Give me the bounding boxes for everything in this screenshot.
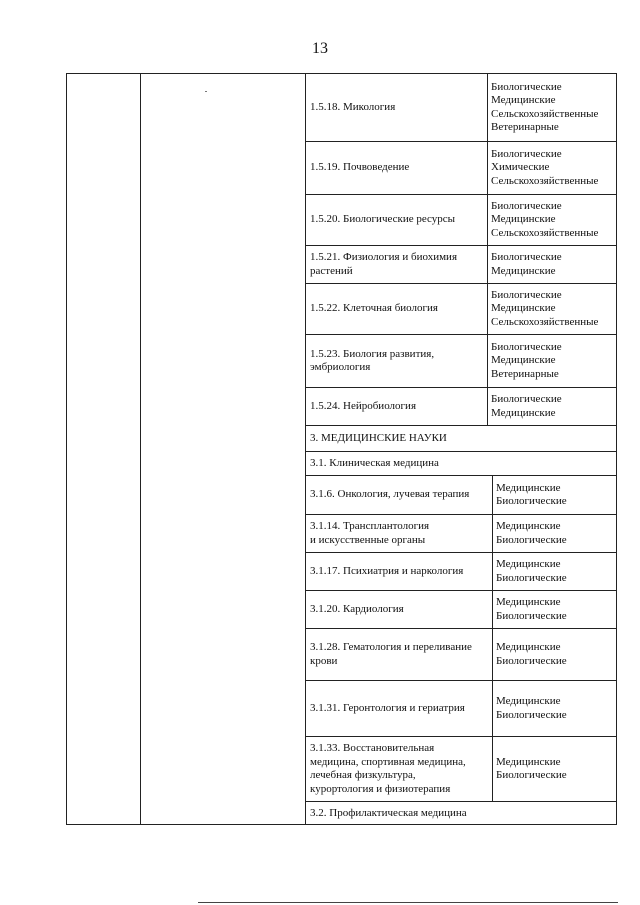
section-heading: 3.1. Клиническая медицина <box>310 456 439 469</box>
science-branch: Сельскохозяйственные <box>491 226 599 239</box>
science-branch: Медицинские <box>496 596 561 608</box>
specialty-cell <box>305 476 492 514</box>
science-branch: Биологические <box>496 708 567 721</box>
specialty-name-line: 3.1.33. Восстановительная <box>310 742 435 754</box>
science-branch: Биологические <box>491 393 562 405</box>
specialty-name-line: растений <box>310 264 353 277</box>
table-row <box>305 246 616 284</box>
specialty-cell <box>305 142 487 194</box>
specialty-name-line: 3.1.20. Кардиология <box>310 602 404 615</box>
table-row <box>305 284 616 335</box>
science-branch: Медицинские <box>491 406 556 419</box>
specialty-cell <box>305 515 492 552</box>
science-branches-cell <box>492 553 616 590</box>
science-branches-cell <box>492 515 616 552</box>
science-branches-cell <box>487 388 616 425</box>
science-branch: Медицинские <box>491 94 556 106</box>
table-row <box>305 142 616 195</box>
science-branches-cell <box>487 142 616 194</box>
section-heading: 3.2. Профилактическая медицина <box>310 807 467 820</box>
section-header-row <box>305 452 616 476</box>
science-branch: Сельскохозяйственные <box>491 174 599 187</box>
table-row <box>305 476 616 515</box>
science-branches-cell <box>492 476 616 514</box>
specialty-name-line: 1.5.19. Почвоведение <box>310 161 410 174</box>
science-branch: Биологические <box>491 80 562 93</box>
specialty-name-line: 1.5.22. Клеточная биология <box>310 302 438 315</box>
specialty-cell <box>305 737 492 801</box>
science-branch: Биологические <box>491 251 562 263</box>
science-branch: Сельскохозяйственные <box>491 107 599 120</box>
specialty-name-line: эмбриология <box>310 361 371 373</box>
science-branch: Медицинские <box>491 354 556 367</box>
science-branch: Биологические <box>496 533 567 546</box>
specialty-name-line: и искусственные органы <box>310 533 426 546</box>
specialty-cell <box>305 246 487 283</box>
specialty-name-line: 3.1.28. Гематология и переливание <box>310 641 472 653</box>
science-branches-cell <box>487 335 616 387</box>
specialty-cell <box>305 591 492 628</box>
specialty-cell <box>305 388 487 425</box>
bottom-rule <box>198 902 618 903</box>
table-row <box>305 195 616 246</box>
science-branch: Биологические <box>496 609 567 622</box>
specialty-name-line: 3.1.14. Трансплантология <box>310 520 430 532</box>
science-branches-cell <box>492 681 616 736</box>
science-branch: Медицинские <box>496 641 561 653</box>
specialty-name-line: 1.5.20. Биологические ресурсы <box>310 213 456 226</box>
table-row <box>305 388 616 426</box>
table-row <box>305 74 616 142</box>
page-number: 13 <box>312 40 328 57</box>
science-branch: Медицинские <box>491 302 556 315</box>
table-row <box>305 629 616 681</box>
specialty-name-line: 3.1.6. Онкология, лучевая терапия <box>310 488 470 501</box>
table-row <box>305 591 616 629</box>
specialty-cell <box>305 629 492 680</box>
science-branches-cell <box>487 195 616 245</box>
science-branch: Биологические <box>496 769 567 781</box>
table-row <box>305 515 616 553</box>
specialty-cell <box>305 195 487 245</box>
science-branch: Биологические <box>491 340 562 353</box>
specialty-name-line: 1.5.21. Физиология и биохимия <box>310 251 458 263</box>
table-row <box>305 737 616 802</box>
science-branch: Медицинские <box>496 755 561 768</box>
specialty-cell <box>305 681 492 736</box>
specialty-cell <box>305 553 492 590</box>
specialty-name-line: медицина, спортивная медицина, <box>310 755 466 768</box>
science-branch: Биологические <box>491 199 562 212</box>
science-branches-cell <box>487 74 616 141</box>
table-row <box>305 553 616 591</box>
science-branch: Биологические <box>496 571 567 584</box>
science-branch: Ветеринарные <box>491 367 559 380</box>
science-branch: Сельскохозяйственные <box>491 315 599 328</box>
science-branch: Медицинские <box>496 558 561 570</box>
section-header-row <box>305 426 616 452</box>
science-branch: Биологические <box>496 654 567 667</box>
table-row <box>305 335 616 388</box>
section-header-row <box>305 802 616 826</box>
specialty-cell <box>305 335 487 387</box>
science-branches-cell <box>487 246 616 283</box>
science-branch: Ветеринарные <box>491 121 559 133</box>
science-branches-cell <box>492 737 616 801</box>
science-branches-cell <box>492 629 616 680</box>
specialty-name-line: 3.1.31. Геронтология и гериатрия <box>310 701 465 714</box>
specialty-cell <box>305 74 487 141</box>
science-branches-cell <box>492 591 616 628</box>
specialty-name-line: 1.5.24. Нейробиология <box>310 399 416 412</box>
specialty-name-line: 3.1.17. Психиатрия и наркология <box>310 564 464 577</box>
science-branches-cell <box>487 284 616 334</box>
science-branch: Биологические <box>496 495 567 507</box>
section-heading: 3. МЕДИЦИНСКИЕ НАУКИ <box>310 431 447 444</box>
science-branch: Медицинские <box>496 520 561 532</box>
science-branch: Медицинские <box>496 695 561 707</box>
specialty-name-line: курортология и физиотерапия <box>310 782 451 795</box>
specialty-name-line: лечебная физкультура, <box>310 769 416 781</box>
specialty-table <box>66 73 617 825</box>
science-branch: Химические <box>491 161 550 174</box>
science-branch: Биологические <box>491 147 562 160</box>
specialty-cell <box>305 284 487 334</box>
science-branch: Медицинские <box>491 213 556 226</box>
specialty-name-line: 1.5.23. Биология развития, <box>310 347 435 360</box>
column-divider-1 <box>140 74 141 824</box>
science-branch: Медицинские <box>496 481 561 494</box>
specialty-name-line: 1.5.18. Микология <box>310 100 396 113</box>
specialty-name-line: крови <box>310 654 338 667</box>
science-branch: Биологические <box>491 288 562 301</box>
table-row <box>305 681 616 737</box>
science-branch: Медицинские <box>491 264 556 277</box>
